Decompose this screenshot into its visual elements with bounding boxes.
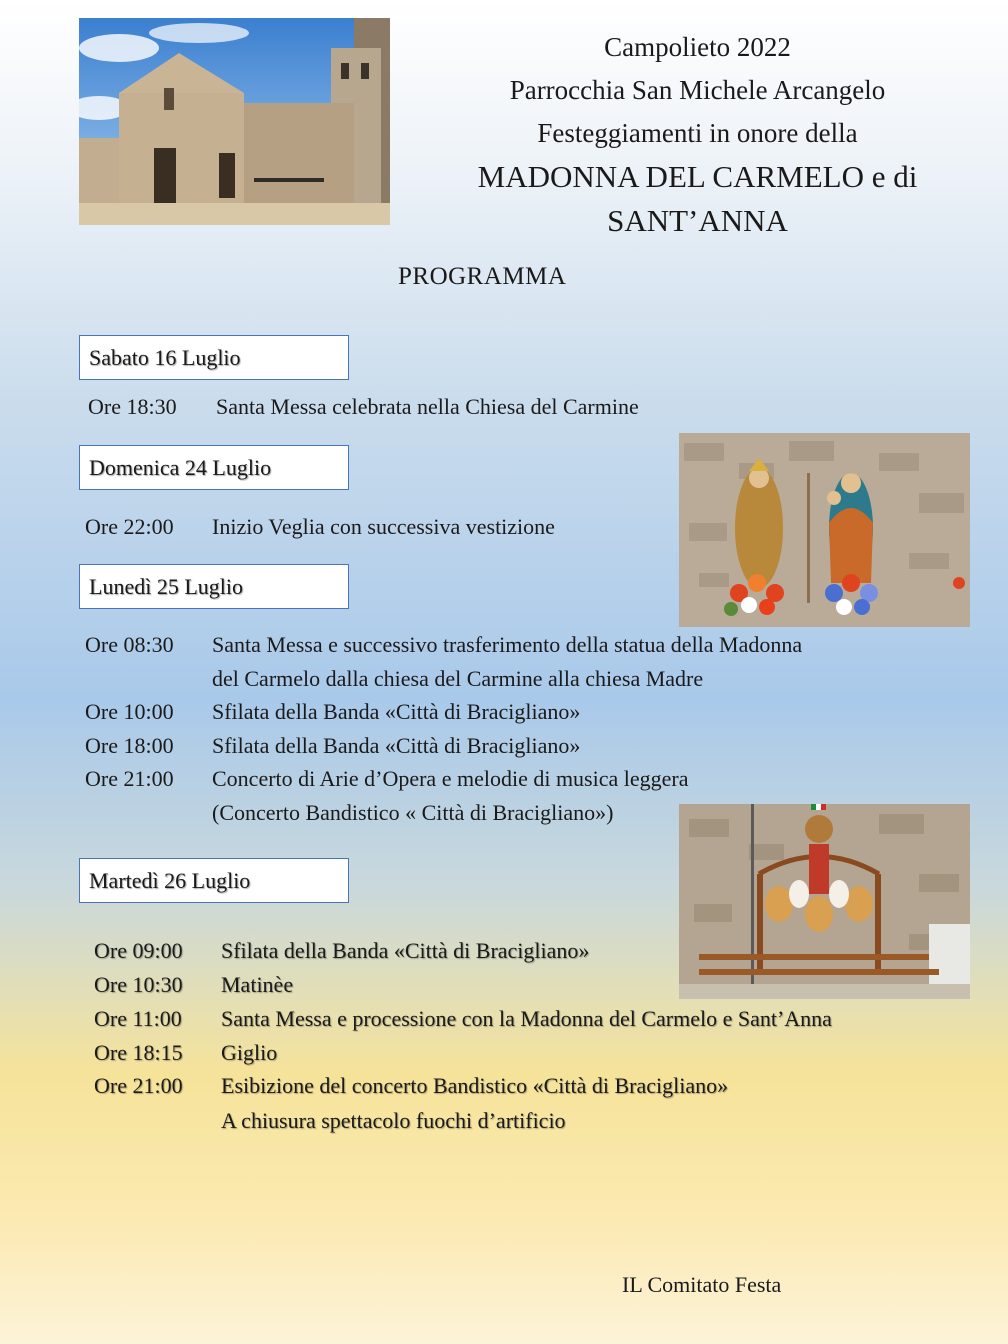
event-row xyxy=(94,1002,924,1036)
event-time: Ore 21:00 xyxy=(94,1073,183,1098)
event-text: Santa Messa e successivo trasferimento della statua della Madonna xyxy=(212,632,803,657)
event-text-continued: A chiusura spettacolo fuochi d’artificio xyxy=(221,1108,566,1133)
event-row xyxy=(85,695,645,729)
day-label-lunedi: Lunedì 25 Luglio xyxy=(79,564,349,609)
event-row xyxy=(85,510,605,544)
event-time: Ore 18:30 xyxy=(88,394,177,419)
event-row xyxy=(94,934,654,968)
event-text: Sfilata della Banda «Città di Bracigliano» xyxy=(212,699,581,724)
programma-title: PROGRAMMA xyxy=(398,263,567,290)
event-text: Concerto di Arie d’Opera e melodie di musica leggera xyxy=(212,766,689,791)
event-text: Esibizione del concerto Bandistico «Città di Bracigliano» xyxy=(221,1073,729,1098)
event-time: Ore 11:00 xyxy=(94,1006,182,1031)
event-time: Ore 22:00 xyxy=(85,514,174,539)
event-time: Ore 10:00 xyxy=(85,699,174,724)
giglio-photo xyxy=(679,804,970,999)
event-time: Ore 18:00 xyxy=(85,733,174,758)
event-row xyxy=(85,628,885,696)
header-santanna: SANT’ANNA xyxy=(607,203,788,238)
event-row xyxy=(94,1036,654,1070)
event-row xyxy=(94,1069,814,1139)
event-row xyxy=(88,390,708,424)
event-time: Ore 09:00 xyxy=(94,938,183,963)
event-text: Inizio Veglia con successiva vestizione xyxy=(212,514,555,539)
event-text: Sfilata della Banda «Città di Bracigliano» xyxy=(212,733,581,758)
statues-photo xyxy=(679,433,970,627)
header-parish: Parrocchia San Michele Arcangelo xyxy=(509,75,886,105)
event-row xyxy=(94,968,654,1002)
day-label-sabato: Sabato 16 Luglio xyxy=(79,335,349,380)
event-text-continued: (Concerto Bandistico « Città di Bracigliano») xyxy=(212,800,614,825)
event-time: Ore 21:00 xyxy=(85,766,174,791)
event-text: Santa Messa e processione con la Madonna del Carmelo e Sant’Anna xyxy=(221,1006,832,1031)
event-text: Sfilata della Banda «Città di Bracigliano» xyxy=(221,938,590,963)
header-celebration: Festeggiamenti in onore della xyxy=(537,118,858,148)
event-time: Ore 10:30 xyxy=(94,972,183,997)
church-photo xyxy=(79,18,390,225)
event-time: Ore 08:30 xyxy=(85,632,174,657)
event-time: Ore 18:15 xyxy=(94,1040,183,1065)
event-row xyxy=(85,729,645,763)
event-text: Matinèe xyxy=(221,972,294,997)
header-madonna: MADONNA DEL CARMELO e di xyxy=(477,159,918,194)
day-label-domenica: Domenica 24 Luglio xyxy=(79,445,349,490)
day-label-martedi: Martedì 26 Luglio xyxy=(79,858,349,903)
event-text-continued: del Carmelo dalla chiesa del Carmine alla chiesa Madre xyxy=(212,666,704,691)
event-text: Giglio xyxy=(221,1040,278,1065)
event-text: Santa Messa celebrata nella Chiesa del Carmine xyxy=(216,394,639,419)
footer-signature: IL Comitato Festa xyxy=(622,1272,782,1297)
header-year: Campolieto 2022 xyxy=(604,32,791,62)
header xyxy=(400,26,995,243)
